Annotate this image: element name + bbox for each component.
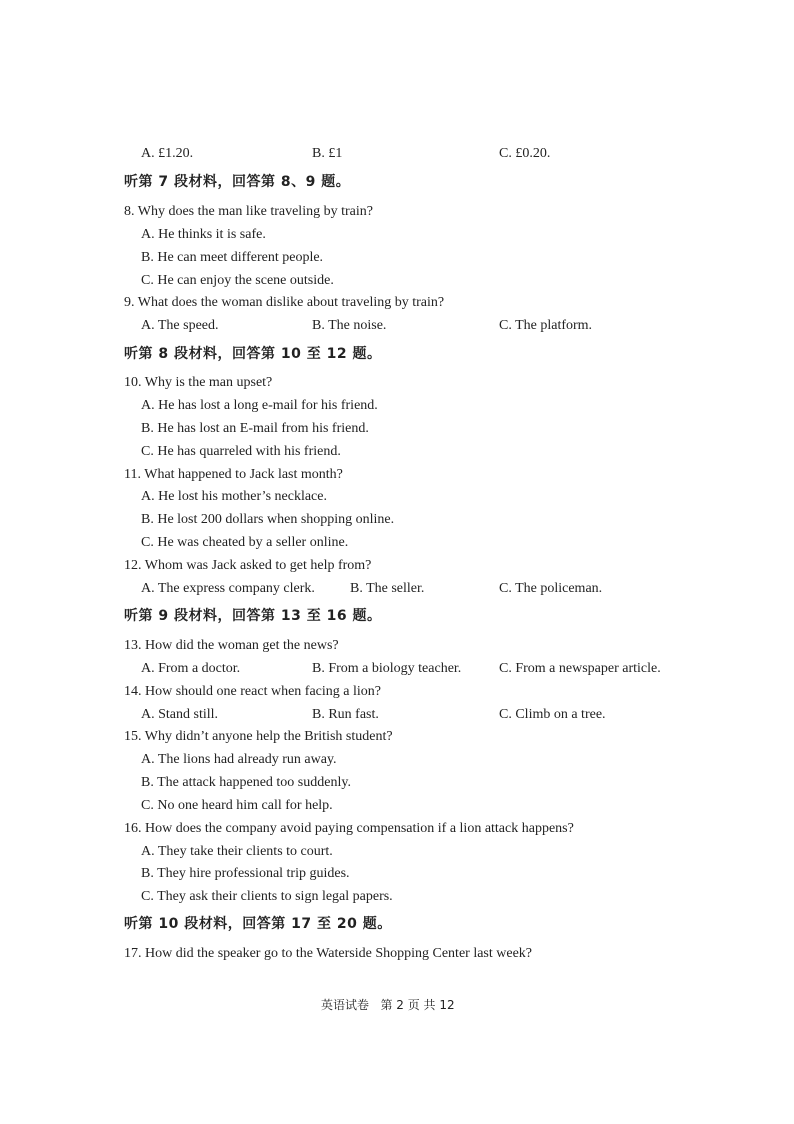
answer-option-a: A. £1.20. [141,146,194,161]
answer-option: A. He has lost a long e-mail for his friend. [141,398,378,413]
answer-option: C. They ask their clients to sign legal papers. [141,889,393,904]
answer-option-c: C. The policeman. [499,581,603,596]
answer-option: A. The lions had already run away. [141,752,337,767]
question-stem: 17. How did the speaker go to the Waterside Shopping Center last week? [124,946,533,961]
section-heading: 听第 9 段材料，回答第 13 至 16 题。 [124,608,382,624]
question-stem: 12. Whom was Jack asked to get help from? [124,558,372,573]
answer-option-c: C. £0.20. [499,146,551,161]
answer-option: B. He can meet different people. [141,250,324,265]
answer-option-b: B. The noise. [312,318,387,333]
answer-option: A. They take their clients to court. [141,844,333,859]
answer-option-c: C. From a newspaper article. [499,661,661,676]
answer-option: C. He was cheated by a seller online. [141,535,349,550]
question-stem: 13. How did the woman get the news? [124,638,339,653]
answer-option-b: B. The seller. [350,581,425,596]
question-stem: 9. What does the woman dislike about traveling by train? [124,295,445,310]
answer-option-c: C. The platform. [499,318,593,333]
answer-option-c: C. Climb on a tree. [499,707,606,722]
section-heading: 听第 7 段材料，回答第 8、9 题。 [124,174,351,190]
page-footer: 英语试卷 第 2 页 共 12 [321,998,455,1012]
answer-option: B. The attack happened too suddenly. [141,775,351,790]
answer-option-b: B. Run fast. [312,707,379,722]
question-stem: 14. How should one react when facing a lion? [124,684,381,699]
question-stem: 10. Why is the man upset? [124,375,273,390]
answer-option: B. He has lost an E-mail from his friend. [141,421,369,436]
section-heading: 听第 8 段材料，回答第 10 至 12 题。 [124,346,382,362]
answer-option: C. He has quarreled with his friend. [141,444,341,459]
section-heading: 听第 10 段材料，回答第 17 至 20 题。 [124,916,392,932]
answer-option-b: B. £1 [312,146,343,161]
answer-option-a: A. From a doctor. [141,661,241,676]
answer-option: A. He thinks it is safe. [141,227,266,242]
question-stem: 8. Why does the man like traveling by train? [124,204,373,219]
answer-option: A. He lost his mother’s necklace. [141,489,327,504]
answer-option: C. No one heard him call for help. [141,798,333,813]
answer-option-a: A. The speed. [141,318,219,333]
answer-option: B. They hire professional trip guides. [141,866,350,881]
question-stem: 16. How does the company avoid paying compensation if a lion attack happens? [124,821,574,836]
answer-option: B. He lost 200 dollars when shopping online. [141,512,395,527]
answer-option-a: A. The express company clerk. [141,581,315,596]
answer-option: C. He can enjoy the scene outside. [141,273,334,288]
answer-option-b: B. From a biology teacher. [312,661,462,676]
question-stem: 15. Why didn’t anyone help the British student? [124,729,393,744]
answer-option-a: A. Stand still. [141,707,219,722]
question-stem: 11. What happened to Jack last month? [124,467,343,482]
